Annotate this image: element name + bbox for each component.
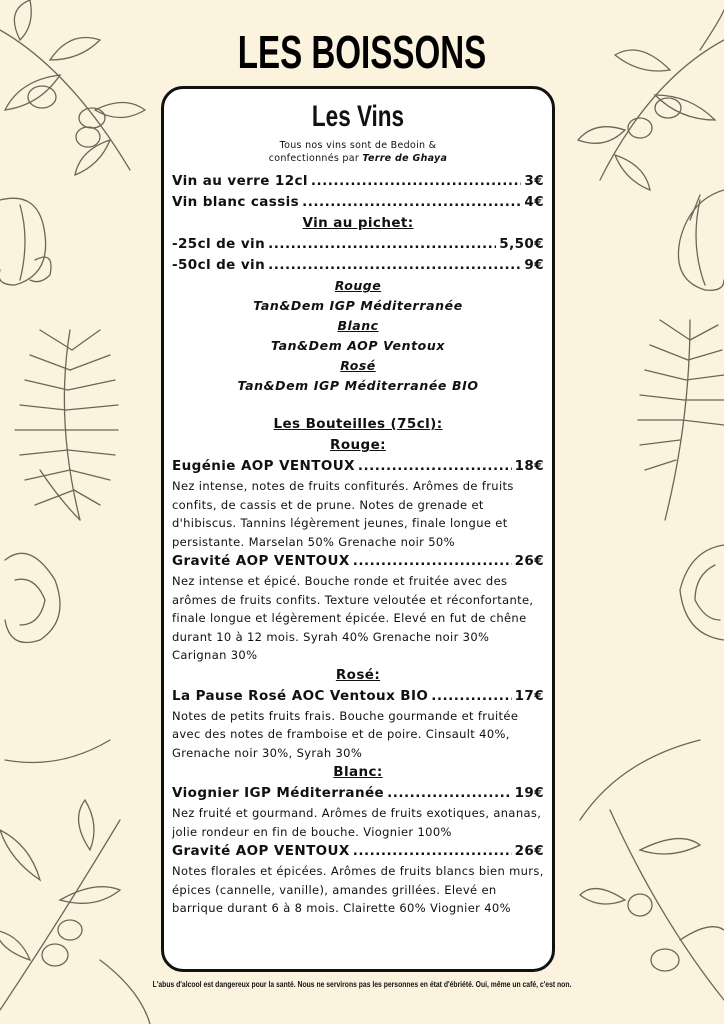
menu-item bbox=[172, 171, 544, 192]
item-description: Notes de petits fruits frais. Bouche gourmande et fruitée avec des notes de framboise et de poire. Cinsault 40%, Grenache noir 30%, Syrah 30% bbox=[172, 708, 519, 760]
item-name: -25cl de vin bbox=[172, 236, 266, 252]
blanc-heading: Blanc: bbox=[333, 764, 383, 780]
bottle-item bbox=[172, 456, 544, 477]
item-price: 4€ bbox=[524, 194, 544, 210]
wine-menu-panel bbox=[161, 86, 555, 972]
pitcher-wine: Tan&Dem IGP Méditerranée bbox=[253, 298, 463, 313]
item-description: Nez intense, notes de fruits confiturés. Arômes de fruits confits, de cassis et de prune. Notes de grenade et d'hibiscus. Tannins légèrement jeunes, finale longue et persistante. Marselan 50% Grenache noir 50% bbox=[172, 479, 514, 549]
item-name: La Pause Rosé AOC Ventoux BIO bbox=[172, 687, 429, 704]
item-price: 18€ bbox=[514, 458, 544, 474]
pitcher-wine: Tan&Dem AOP Ventoux bbox=[270, 338, 445, 353]
color-label: Blanc bbox=[337, 318, 379, 333]
item-price: 5,50€ bbox=[499, 236, 544, 252]
color-label: Rouge bbox=[334, 278, 382, 293]
bottle-item bbox=[172, 551, 544, 572]
fig-icon bbox=[5, 553, 60, 642]
menu-item bbox=[172, 192, 544, 213]
page-title: LES BOISSONS bbox=[237, 26, 487, 78]
rouge-heading: Rouge: bbox=[330, 437, 386, 453]
alcohol-warning: L'abus d'alcool est dangereux pour la santé. Nous ne servirons pas les personnes en état d'ébriété. Oui, même un café, c'est non. bbox=[152, 979, 572, 989]
item-name: -50cl de vin bbox=[172, 257, 266, 273]
item-name: Gravité AOP VENTOUX bbox=[172, 843, 350, 859]
color-label: Rosé bbox=[340, 358, 376, 373]
item-description: Notes florales et épicées. Arômes de fruits blancs bien murs, épices (cannelle, vanille), amandes grillées. Elevé en barrique durant 6 à 8 mois. Clairette 60% Viognier 40% bbox=[172, 864, 544, 915]
bottle-item bbox=[172, 841, 544, 862]
fern-icon bbox=[15, 330, 118, 520]
fern-icon bbox=[638, 320, 724, 520]
fig-icon bbox=[680, 545, 724, 640]
intro-text bbox=[172, 139, 544, 165]
item-name: Eugénie AOP VENTOUX bbox=[172, 458, 355, 474]
pitcher-heading: Vin au pichet: bbox=[302, 215, 414, 231]
olive-branch-icon bbox=[580, 740, 724, 1000]
item-name: Vin blanc cassis bbox=[172, 194, 300, 210]
item-price: 26€ bbox=[514, 843, 544, 859]
menu-item bbox=[172, 255, 544, 276]
menu-item bbox=[172, 234, 544, 255]
item-price: 17€ bbox=[514, 687, 544, 704]
section-title: Les Vins bbox=[311, 100, 405, 133]
producer-name: Terre de Ghaya bbox=[362, 153, 448, 164]
item-description: Nez fruité et gourmand. Arômes de fruits exotiques, ananas, jolie rondeur en fin de bouche. Viognier 100% bbox=[172, 806, 542, 839]
garlic-icon bbox=[678, 190, 724, 290]
item-price: 3€ bbox=[524, 173, 544, 189]
intro-prefix: confectionnés par bbox=[268, 153, 363, 164]
item-name: Gravité AOP VENTOUX bbox=[172, 553, 350, 569]
item-price: 26€ bbox=[514, 553, 544, 569]
intro-line: Tous nos vins sont de Bedoin & bbox=[279, 140, 437, 151]
item-price: 19€ bbox=[514, 785, 544, 801]
garlic-icon bbox=[0, 198, 51, 285]
intro-line bbox=[172, 152, 544, 165]
bottle-item bbox=[172, 686, 544, 707]
item-price: 9€ bbox=[524, 257, 544, 273]
item-name: Vin au verre 12cl bbox=[172, 173, 308, 189]
bottles-heading: Les Bouteilles (75cl): bbox=[273, 416, 443, 432]
bottle-item bbox=[172, 783, 544, 804]
item-description: Nez intense et épicé. Bouche ronde et fruitée avec des arômes de fruits confits. Texture veloutée et réconfortante, finale longue et légèrement épicée. Elevé en fut de chêne durant 10 à 12 mois. Syrah 40% Grenache noir 30% Carignan 30% bbox=[172, 574, 534, 662]
pitcher-wine: Tan&Dem IGP Méditerranée BIO bbox=[237, 378, 479, 393]
rose-heading: Rosé: bbox=[335, 666, 381, 683]
item-name: Viognier IGP Méditerranée bbox=[172, 785, 385, 801]
